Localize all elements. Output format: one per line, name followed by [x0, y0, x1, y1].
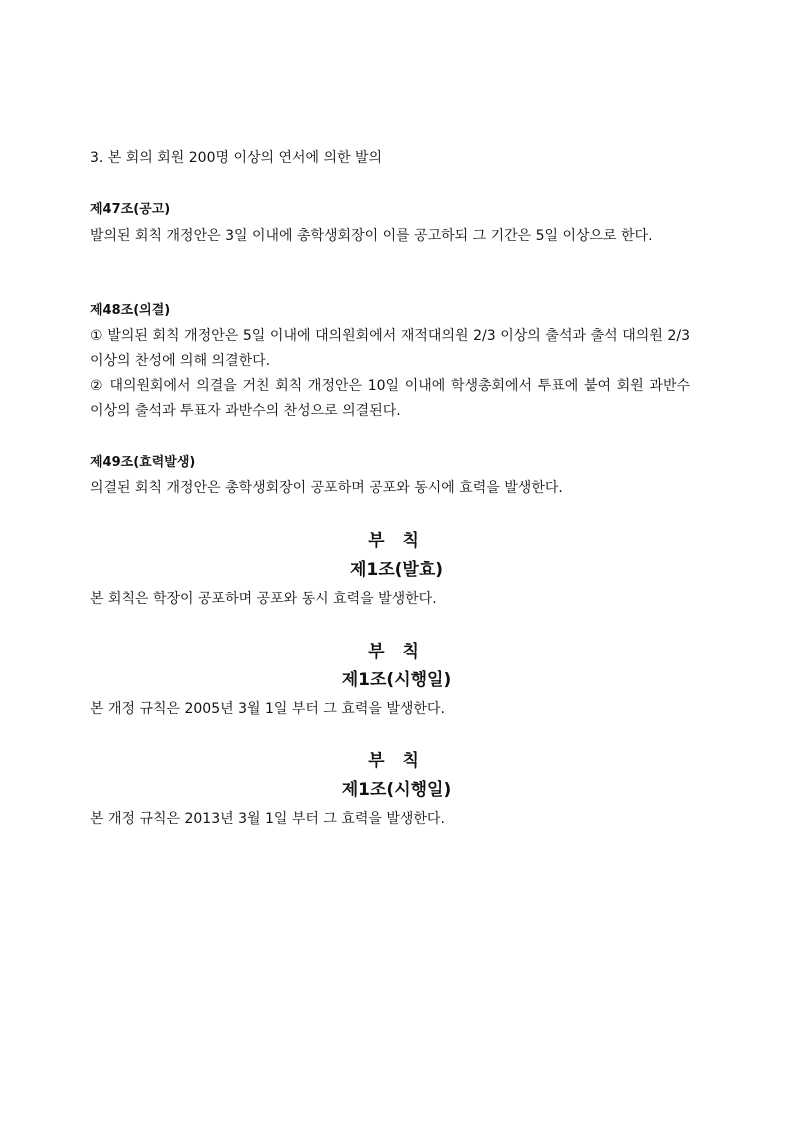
appendix-1-text: 본 회칙은 학장이 공포하며 공포와 동시 효력을 발생한다. — [90, 591, 437, 607]
appendix-1-heading: 부 칙 — [368, 531, 425, 551]
article-47-title: 제47조(공고) — [90, 202, 171, 217]
article-49-text: 의결된 회칙 개정안은 총학생회장이 공포하며 공포와 동시에 효력을 발생한다. — [90, 480, 563, 496]
appendix-1-article: 제1조(발효) — [349, 560, 444, 580]
appendix-2-article: 제1조(시행일) — [341, 670, 452, 690]
article-48-title: 제48조(의결) — [90, 303, 171, 318]
appendix-3-text: 본 개정 규칙은 2013년 3월 1일 부터 그 효력을 발생한다. — [90, 811, 445, 827]
article-48-clause-2: ② 대의원회에서 의결을 거친 회칙 개정안은 10일 이내에 학생총회에서 투표에 붙여 회원 과반수 이상의 출석과 투표자 과반수의 찬성으로 의결된다. — [90, 378, 690, 419]
appendix-2-text: 본 개정 규칙은 2005년 3월 1일 부터 그 효력을 발생한다. — [90, 701, 445, 717]
article-48-clause-1: ① 발의된 회칙 개정안은 5일 이내에 대의원회에서 재적대의원 2/3 이상의 출석과 출석 대의원 2/3이상의 찬성에 의해 의결한다. — [90, 328, 690, 369]
item-3: 3. 본 회의 회원 200명 이상의 연서에 의한 발의 — [90, 150, 383, 166]
article-49-title: 제49조(효력발생) — [90, 455, 196, 470]
article-47-text: 발의된 회칙 개정안은 3일 이내에 총학생회장이 이를 공고하되 그 기간은 5일 이상으로 한다. — [90, 228, 653, 244]
appendix-3-article: 제1조(시행일) — [341, 780, 452, 800]
appendix-2-heading: 부 칙 — [368, 642, 425, 662]
appendix-3-heading: 부 칙 — [368, 751, 425, 771]
